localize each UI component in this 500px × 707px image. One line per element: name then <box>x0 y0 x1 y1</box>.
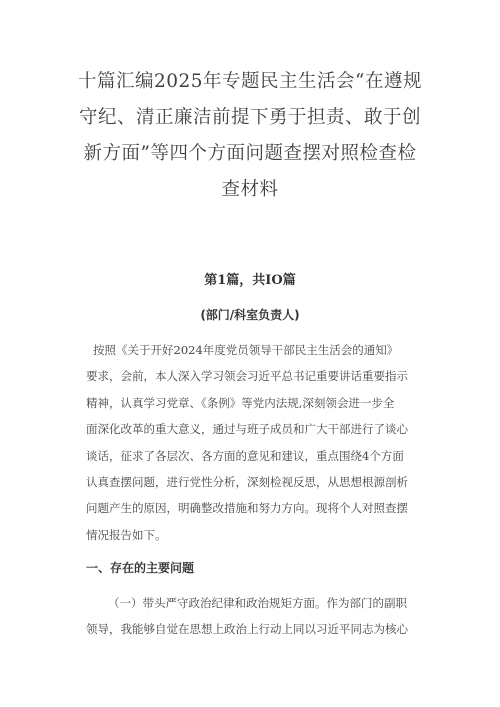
text-line: 问题产生的原因，明确整改措施和努力方向。现将个人对照查摆 <box>86 501 408 516</box>
text-line: 领导，我能够自觉在思想上政治上行动上同以习近平同志为核心 <box>86 622 408 637</box>
title-line: 新方面”等四个方面问题查摆对照检查检 <box>83 143 417 164</box>
intro-paragraph <box>86 337 431 548</box>
text-line: 认真查摆问题，进行党性分析，深刻检视反思，从思想根源剖析 <box>86 474 408 489</box>
title-line: 十篇汇编2025年专题民主生活会“在遵规 <box>77 71 423 92</box>
text-line: 要求，会前，本人深入学习领会习近平总书记重要讲话重要指示 <box>86 369 408 384</box>
section-heading: 一、存在的主要问题 <box>86 561 195 575</box>
text-line: 按照《关于开好2024年度党员领导干部民主生活会的通知》 <box>93 343 399 357</box>
title-line: 守纪、清正廉洁前提下勇于担责、敢于创 <box>78 107 421 128</box>
section-paragraph <box>86 590 431 643</box>
text-line: 精神，认真学习党章、《条例》等党内法规,深刻领会进一步全 <box>86 395 395 410</box>
text-line: （一）带头严守政治纪律和政治规矩方面。作为部门的副职 <box>108 596 407 610</box>
document-title <box>60 64 440 208</box>
text-line: 谈话，征求了各层次、各方面的意见和建议，重点围绕4个方面 <box>86 448 404 463</box>
text-line: 情况报告如下。 <box>86 527 167 542</box>
text-line: 面深化改革的重大意义，通过与班子成员和广大干部进行了谈心 <box>86 422 408 437</box>
document-subtitle: 第1篇，共IO篇 <box>204 273 296 288</box>
title-line: 查材料 <box>221 179 279 200</box>
department-label: (部门/科室负责人) <box>200 308 300 322</box>
